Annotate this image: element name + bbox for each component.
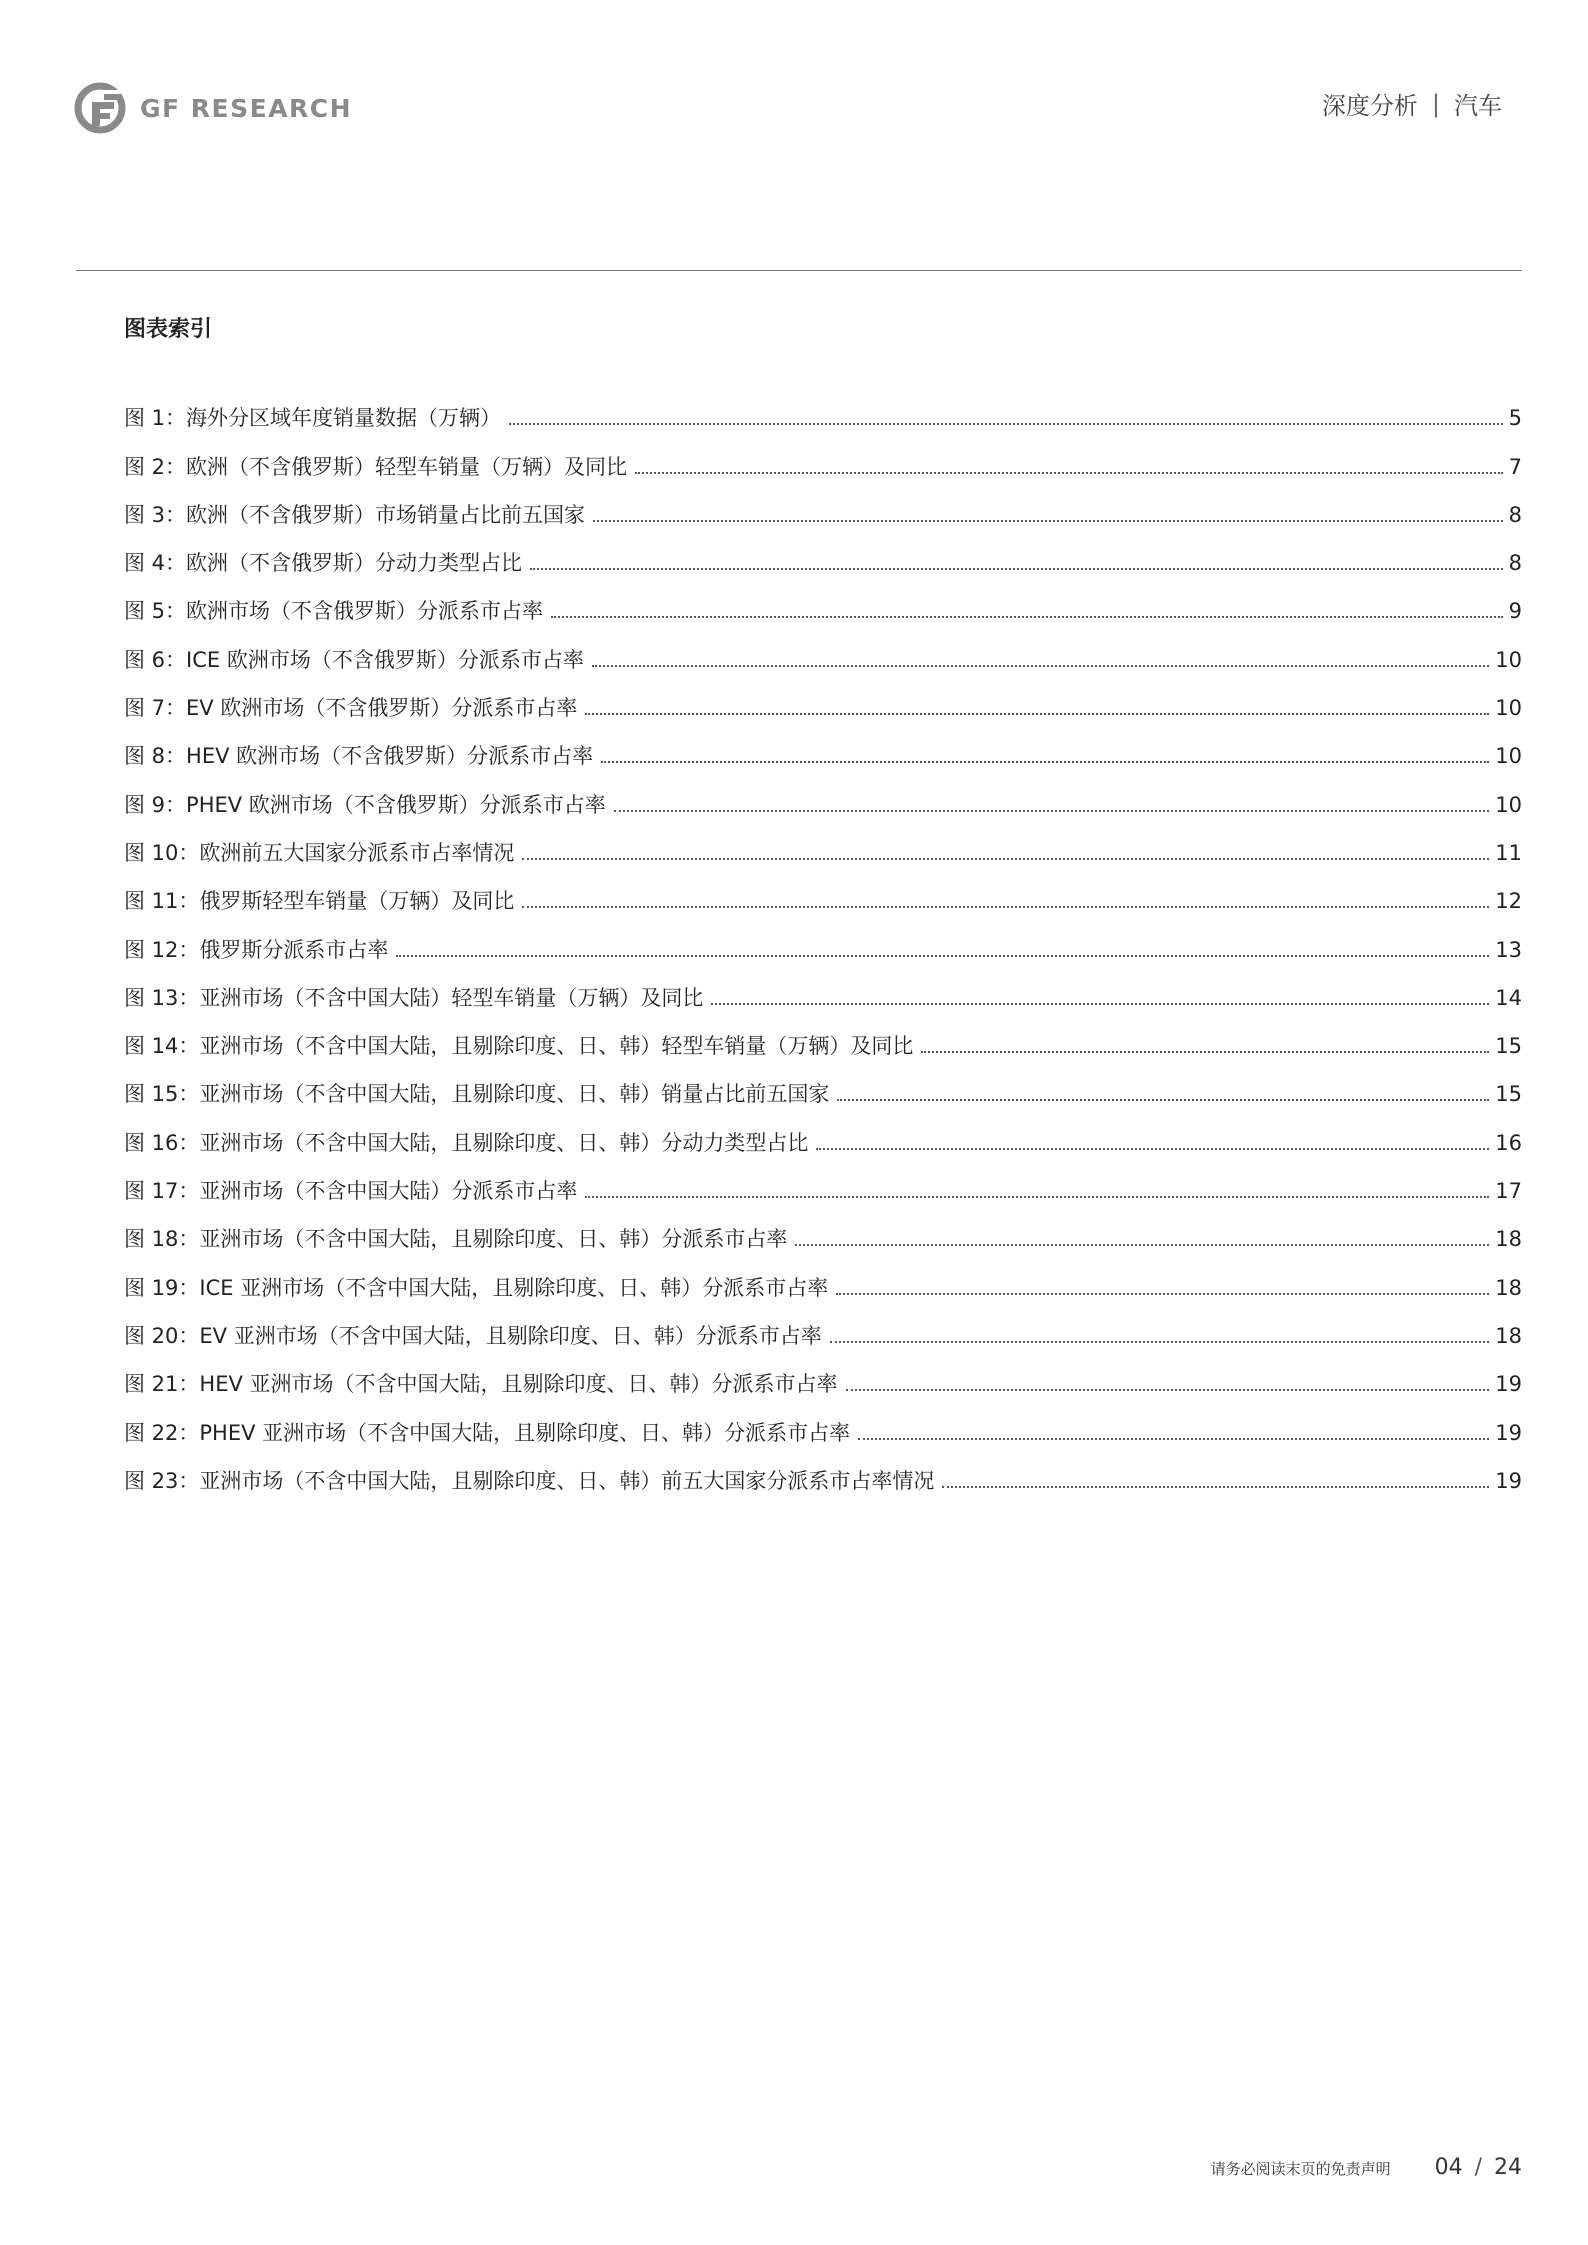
page-separator: / (1474, 2155, 1482, 2180)
toc-entry-page: 14 (1495, 985, 1522, 1010)
toc-entry-page: 8 (1508, 502, 1522, 527)
toc-entry-label: 图 23：亚洲市场（不含中国大陆，且剔除印度、日、韩）前五大国家分派系市占率情况 (124, 1468, 935, 1493)
header-divider (76, 270, 1522, 271)
brand-name: GF RESEARCH (140, 93, 353, 123)
toc-entry[interactable] (124, 1398, 1522, 1446)
gf-logo-icon (74, 82, 126, 134)
toc-entry[interactable] (124, 1253, 1522, 1301)
toc-entry-label: 图 18：亚洲市场（不含中国大陆，且剔除印度、日、韩）分派系市占率 (124, 1227, 788, 1252)
toc-entry[interactable] (124, 432, 1522, 480)
toc-dot-leader (585, 713, 1489, 715)
toc-dot-leader (522, 858, 1489, 860)
toc-dot-leader (593, 520, 1503, 522)
toc-entry-page: 18 (1495, 1275, 1522, 1300)
toc-entry-label: 图 1：海外分区域年度销量数据（万辆） (124, 406, 502, 431)
report-type: 深度分析 (1321, 92, 1418, 120)
toc-entry[interactable] (124, 1012, 1522, 1060)
toc-dot-leader (585, 1196, 1489, 1198)
toc-entry-page: 18 (1495, 1323, 1522, 1348)
toc-entry-page: 8 (1508, 551, 1522, 576)
toc-list (124, 384, 1522, 1495)
page-current: 04 (1434, 2155, 1463, 2180)
toc-heading: 图表索引 (124, 317, 213, 342)
toc-entry-label: 图 14：亚洲市场（不含中国大陆，且剔除印度、日、韩）轻型车销量（万辆）及同比 (124, 1034, 914, 1059)
toc-entry-label: 图 11：俄罗斯轻型车销量（万辆）及同比 (124, 889, 515, 914)
toc-dot-leader (635, 472, 1503, 474)
toc-entry-label: 图 4：欧洲（不含俄罗斯）分动力类型占比 (124, 551, 523, 576)
toc-dot-leader (795, 1244, 1489, 1246)
toc-entry-page: 15 (1495, 1082, 1522, 1107)
report-category (1322, 86, 1502, 121)
toc-entry[interactable] (124, 770, 1522, 818)
toc-dot-leader (396, 955, 1489, 957)
toc-dot-leader (522, 906, 1489, 908)
toc-entry[interactable] (124, 1108, 1522, 1156)
toc-dot-leader (830, 1341, 1490, 1343)
toc-entry[interactable] (124, 1447, 1522, 1495)
toc-entry[interactable] (124, 481, 1522, 529)
disclaimer-text: 请务必阅读末页的免责声明 (1210, 2160, 1391, 2178)
toc-entry-label: 图 8：HEV 欧洲市场（不含俄罗斯）分派系市占率 (124, 744, 594, 769)
toc-entry-label: 图 9：PHEV 欧洲市场（不含俄罗斯）分派系市占率 (124, 792, 606, 817)
toc-entry-page: 19 (1495, 1372, 1522, 1397)
page-total: 24 (1494, 2155, 1522, 2180)
toc-entry-page: 18 (1495, 1227, 1522, 1252)
toc-entry-label: 图 12：俄罗斯分派系市占率 (124, 937, 389, 962)
toc-entry-page: 9 (1508, 599, 1522, 624)
toc-dot-leader (614, 810, 1489, 812)
toc-entry[interactable] (124, 1205, 1522, 1253)
toc-entry[interactable] (124, 625, 1522, 673)
toc-entry-label: 图 10：欧洲前五大国家分派系市占率情况 (124, 840, 515, 865)
toc-entry-page: 16 (1495, 1130, 1522, 1155)
toc-entry-label: 图 5：欧洲市场（不含俄罗斯）分派系市占率 (124, 599, 544, 624)
toc-entry[interactable] (124, 722, 1522, 770)
toc-dot-leader (601, 761, 1489, 763)
toc-entry-page: 11 (1495, 840, 1522, 865)
toc-entry-label: 图 2：欧洲（不含俄罗斯）轻型车销量（万辆）及同比 (124, 454, 628, 479)
toc-entry-page: 10 (1495, 792, 1522, 817)
toc-entry[interactable] (124, 1060, 1522, 1108)
toc-entry-label: 图 17：亚洲市场（不含中国大陆）分派系市占率 (124, 1179, 578, 1204)
toc-entry-page: 10 (1495, 744, 1522, 769)
toc-entry-page: 5 (1508, 406, 1522, 431)
page-number (1435, 2155, 1522, 2180)
toc-dot-leader (858, 1438, 1489, 1440)
toc-entry[interactable] (124, 819, 1522, 867)
toc-entry-label: 图 16：亚洲市场（不含中国大陆，且剔除印度、日、韩）分动力类型占比 (124, 1130, 809, 1155)
toc-entry-page: 19 (1495, 1468, 1522, 1493)
toc-entry-label: 图 7：EV 欧洲市场（不含俄罗斯）分派系市占率 (124, 696, 578, 721)
toc-dot-leader (530, 568, 1503, 570)
toc-dot-leader (816, 1148, 1489, 1150)
toc-dot-leader (836, 1293, 1489, 1295)
toc-entry-page: 10 (1495, 647, 1522, 672)
toc-dot-leader (921, 1051, 1489, 1053)
toc-entry[interactable] (124, 1157, 1522, 1205)
toc-entry[interactable] (124, 577, 1522, 625)
toc-entry-page: 17 (1495, 1179, 1522, 1204)
toc-entry-label: 图 22：PHEV 亚洲市场（不含中国大陆，且剔除印度、日、韩）分派系市占率 (124, 1420, 851, 1445)
toc-entry-page: 10 (1495, 696, 1522, 721)
toc-dot-leader (942, 1486, 1489, 1488)
toc-entry-page: 19 (1495, 1420, 1522, 1445)
toc-entry-label: 图 13：亚洲市场（不含中国大陆）轻型车销量（万辆）及同比 (124, 985, 704, 1010)
toc-entry[interactable] (124, 1302, 1522, 1350)
toc-entry-page: 13 (1495, 937, 1522, 962)
toc-entry[interactable] (124, 674, 1522, 722)
brand-logo (74, 82, 352, 134)
toc-entry-label: 图 6：ICE 欧洲市场（不含俄罗斯）分派系市占率 (124, 647, 584, 672)
toc-dot-leader (837, 1099, 1489, 1101)
toc-entry-label: 图 15：亚洲市场（不含中国大陆，且剔除印度、日、韩）销量占比前五国家 (124, 1082, 830, 1107)
toc-entry[interactable] (124, 1350, 1522, 1398)
sector-name: 汽车 (1454, 92, 1502, 120)
page-footer (1211, 2155, 1522, 2180)
toc-entry-label: 图 21：HEV 亚洲市场（不含中国大陆，且剔除印度、日、韩）分派系市占率 (124, 1372, 838, 1397)
toc-entry[interactable] (124, 915, 1522, 963)
toc-entry[interactable] (124, 964, 1522, 1012)
toc-dot-leader (592, 665, 1489, 667)
toc-entry-page: 7 (1508, 454, 1522, 479)
toc-entry[interactable] (124, 867, 1522, 915)
toc-entry-page: 15 (1495, 1034, 1522, 1059)
toc-entry-label: 图 20：EV 亚洲市场（不含中国大陆，且剔除印度、日、韩）分派系市占率 (124, 1323, 822, 1348)
toc-entry[interactable] (124, 384, 1522, 432)
header-separator: | (1431, 89, 1440, 118)
toc-entry-label: 图 3：欧洲（不含俄罗斯）市场销量占比前五国家 (124, 502, 586, 527)
toc-dot-leader (551, 616, 1503, 618)
toc-dot-leader (509, 423, 1503, 425)
toc-dot-leader (846, 1389, 1490, 1391)
toc-entry-label: 图 19：ICE 亚洲市场（不含中国大陆，且剔除印度、日、韩）分派系市占率 (124, 1275, 829, 1300)
toc-entry-page: 12 (1495, 889, 1522, 914)
toc-entry[interactable] (124, 529, 1522, 577)
toc-dot-leader (711, 1003, 1489, 1005)
